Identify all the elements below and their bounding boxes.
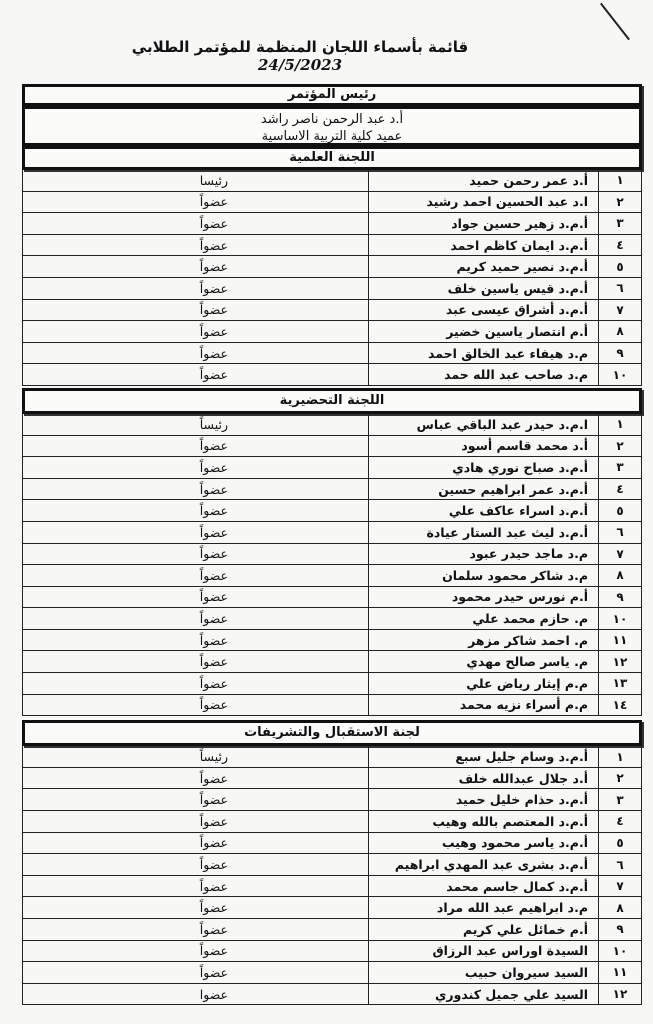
- member-name: أ.م.د ياسر محمود وهيب: [368, 833, 598, 854]
- member-role: عضواً: [199, 345, 228, 361]
- member-role: عضواً: [199, 438, 228, 454]
- table-row: [23, 919, 641, 941]
- table-row: [23, 235, 641, 257]
- member-role: عضواً: [199, 280, 228, 296]
- member-role: عضواً: [199, 878, 228, 894]
- row-number: ٦: [598, 854, 641, 875]
- president-name: أ.د عبد الرحمن ناصر راشد: [260, 112, 404, 127]
- row-number: ٨: [598, 565, 641, 586]
- table-row: [23, 256, 641, 278]
- president-info-box: [22, 106, 642, 146]
- table-row: [23, 630, 641, 652]
- member-role: عضواً: [199, 611, 228, 627]
- member-role: عضواً: [199, 302, 228, 318]
- member-role: عضواً: [199, 770, 228, 786]
- member-name: أ.م.د بشرى عبد المهدي ابراهيم: [368, 854, 598, 875]
- member-role: عضواً: [199, 323, 228, 339]
- member-name: أ.م.د المعتصم بالله وهيب: [368, 811, 598, 832]
- member-role: عضواً: [199, 567, 228, 583]
- member-name: أ.د محمد قاسم أسود: [368, 436, 598, 457]
- member-name: أ.م.د عمر ابراهيم حسين: [368, 479, 598, 500]
- row-number: ٣: [598, 213, 641, 234]
- member-role: عضواً: [199, 857, 228, 873]
- member-name: أ.م.د ايمان كاظم احمد: [368, 235, 598, 256]
- row-number: ٨: [598, 897, 641, 918]
- row-number: ١١: [598, 962, 641, 983]
- row-number: ٢: [598, 768, 641, 789]
- pen-stroke-mark: [600, 3, 630, 40]
- row-number: ١٢: [598, 651, 641, 672]
- table-row: [23, 565, 641, 587]
- member-name: أ.م.د كمال جاسم محمد: [368, 876, 598, 897]
- committee-heading-box-preparatory: [22, 388, 642, 414]
- table-row: [23, 300, 641, 322]
- row-number: ٧: [598, 876, 641, 897]
- member-name: م.د شاكر محمود سلمان: [368, 565, 598, 586]
- member-role: رئيسا: [199, 172, 228, 188]
- member-role: عضواً: [199, 900, 228, 916]
- member-name: أ.م نورس حيدر محمود: [368, 587, 598, 608]
- table-row: [23, 544, 641, 566]
- member-role: عضواً: [199, 835, 228, 851]
- member-name: السيد علي جميل كندوري: [368, 984, 598, 1005]
- member-role: عضواً: [199, 589, 228, 605]
- member-name: م.م أسراء نزيه محمد: [368, 695, 598, 716]
- table-row: [23, 343, 641, 365]
- table-row: [23, 278, 641, 300]
- president-heading-box: [22, 84, 642, 106]
- row-number: ٢: [598, 192, 641, 213]
- row-number: ١: [598, 170, 641, 191]
- member-name: أ.م.د وسام جليل سبع: [368, 746, 598, 767]
- member-name: أ.م انتصار ياسين خضير: [368, 321, 598, 342]
- member-role: عضواً: [199, 367, 228, 383]
- member-name: م.د ابراهيم عبد الله مراد: [368, 897, 598, 918]
- member-name: أ.م.د اسراء عاكف علي: [368, 500, 598, 521]
- member-role: عضواً: [199, 632, 228, 648]
- member-name: ا.د عبد الحسين احمد رشيد: [368, 192, 598, 213]
- table-row: [23, 746, 641, 768]
- table-row: [23, 651, 641, 673]
- table-row: [23, 833, 641, 855]
- table-row: [23, 811, 641, 833]
- member-role: عضواً: [199, 654, 228, 670]
- member-role: عضواً: [199, 813, 228, 829]
- row-number: ١٠: [598, 608, 641, 629]
- member-role: عضواً: [199, 943, 228, 959]
- table-row: [23, 673, 641, 695]
- table-row: [23, 170, 641, 192]
- table-row: [23, 608, 641, 630]
- row-number: ٤: [598, 235, 641, 256]
- row-number: ١: [598, 746, 641, 767]
- committee-heading: اللجنة العلمية: [289, 150, 375, 165]
- member-role: عضواً: [199, 697, 228, 713]
- table-row: [23, 941, 641, 963]
- row-number: ٩: [598, 919, 641, 940]
- table-row: [23, 321, 641, 343]
- row-number: ٣: [598, 457, 641, 478]
- table-row: [23, 500, 641, 522]
- table-row: [23, 364, 641, 386]
- row-number: ٧: [598, 544, 641, 565]
- member-name: أ.د عمر رحمن حميد: [368, 170, 598, 191]
- member-role: عضواً: [199, 215, 228, 231]
- member-role: عضواً: [199, 546, 228, 562]
- row-number: ٧: [598, 300, 641, 321]
- member-role: عضواً: [199, 964, 228, 980]
- row-number: ١: [598, 414, 641, 435]
- member-role: عضواً: [199, 675, 228, 691]
- committee-list-preparatory: [22, 414, 642, 716]
- row-number: ١٠: [598, 941, 641, 962]
- table-row: [23, 414, 641, 436]
- row-number: ٢: [598, 436, 641, 457]
- member-name: أ.م.د نصير حميد كريم: [368, 256, 598, 277]
- table-row: [23, 522, 641, 544]
- member-role: عضواً: [199, 259, 228, 275]
- committee-list-scientific: [22, 170, 642, 386]
- member-role: عضواً: [199, 194, 228, 210]
- table-row: [23, 587, 641, 609]
- committees-sheet: [22, 84, 642, 1005]
- committee-heading-box-reception: [22, 720, 642, 746]
- member-name: أ.م.د حذام خليل حميد: [368, 789, 598, 810]
- member-role: عضواً: [199, 481, 228, 497]
- member-role: عضواً: [199, 524, 228, 540]
- row-number: ١٣: [598, 673, 641, 694]
- member-name: أ.م.د صباح نوري هادي: [368, 457, 598, 478]
- committee-heading: لجنة الاستقبال والتشريفات: [244, 725, 420, 741]
- row-number: ٦: [598, 278, 641, 299]
- committee-heading: اللجنة التحضيرية: [279, 392, 385, 408]
- member-name: م.م إيثار رياض علي: [368, 673, 598, 694]
- table-row: [23, 192, 641, 214]
- row-number: ٤: [598, 811, 641, 832]
- member-name: م.د ماجد حيدر عبود: [368, 544, 598, 565]
- member-name: م. حازم محمد علي: [368, 608, 598, 629]
- member-role: عضوا: [199, 986, 228, 1002]
- row-number: ٤: [598, 479, 641, 500]
- title-text: قائمة بأسماء اللجان المنظمة للمؤتمر الطلابي: [131, 38, 469, 56]
- member-name: أ.م خمائل علي كريم: [368, 919, 598, 940]
- table-row: [23, 897, 641, 919]
- row-number: ١٢: [598, 984, 641, 1005]
- member-role: رئيساً: [199, 749, 228, 765]
- president-heading: رئيس المؤتمر: [287, 87, 377, 102]
- row-number: ٦: [598, 522, 641, 543]
- president-position: عميد كلية التربية الاساسية: [261, 129, 403, 144]
- member-name: أ.م.د ليث عبد الستار عيادة: [368, 522, 598, 543]
- member-role: عضواً: [199, 921, 228, 937]
- committee-heading-box-scientific: [22, 146, 642, 170]
- member-name: السيد سيروان حبيب: [368, 962, 598, 983]
- member-name: م.د صاحب عبد الله حمد: [368, 364, 598, 385]
- row-number: ٣: [598, 789, 641, 810]
- table-row: [23, 479, 641, 501]
- committee-list-reception: [22, 746, 642, 1005]
- table-row: [23, 457, 641, 479]
- row-number: ٥: [598, 256, 641, 277]
- row-number: ١١: [598, 630, 641, 651]
- table-row: [23, 854, 641, 876]
- member-name: م.د هيفاء عبد الخالق احمد: [368, 343, 598, 364]
- member-name: السيدة اوراس عبد الرزاق: [368, 941, 598, 962]
- row-number: ٥: [598, 500, 641, 521]
- member-name: أ.د جلال عبدالله خلف: [368, 768, 598, 789]
- member-name: ا.م.د حيدر عبد الباقي عباس: [368, 414, 598, 435]
- document-title: [90, 38, 510, 74]
- member-name: م. ياسر صالح مهدي: [368, 651, 598, 672]
- table-row: [23, 984, 641, 1006]
- member-name: أ.م.د زهير حسين جواد: [368, 213, 598, 234]
- member-role: رئيساً: [199, 416, 228, 432]
- row-number: ٥: [598, 833, 641, 854]
- row-number: ١٠: [598, 364, 641, 385]
- table-row: [23, 213, 641, 235]
- table-row: [23, 768, 641, 790]
- member-name: أ.م.د قيس ياسين خلف: [368, 278, 598, 299]
- member-name: م. احمد شاكر مزهر: [368, 630, 598, 651]
- member-role: عضواً: [199, 792, 228, 808]
- row-number: ١٤: [598, 695, 641, 716]
- row-number: ٩: [598, 343, 641, 364]
- member-role: عضواً: [199, 237, 228, 253]
- title-date: 24/5/2023: [257, 56, 343, 74]
- member-role: عضواً: [199, 503, 228, 519]
- member-name: أ.م.د أشراق عيسى عبد: [368, 300, 598, 321]
- table-row: [23, 876, 641, 898]
- row-number: ٨: [598, 321, 641, 342]
- table-row: [23, 962, 641, 984]
- table-row: [23, 695, 641, 717]
- row-number: ٩: [598, 587, 641, 608]
- member-role: عضواً: [199, 459, 228, 475]
- table-row: [23, 436, 641, 458]
- table-row: [23, 789, 641, 811]
